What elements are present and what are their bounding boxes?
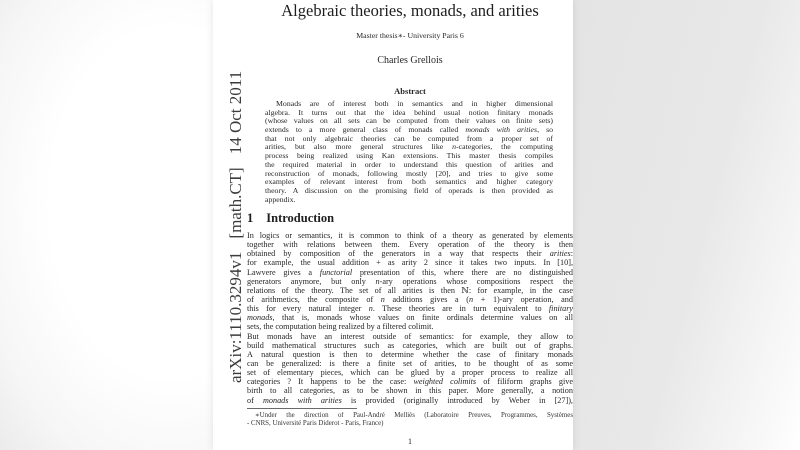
section-title: Introduction bbox=[266, 211, 335, 225]
text-line: Monads are of interest both in semantics and in higher dimensional bbox=[276, 100, 553, 108]
text-line: algebra. It turns out that the idea behind usual notion finitary monads bbox=[265, 108, 553, 117]
text-line: categories ? It happens to be the case: weighted colimits of filiform graphs give bbox=[247, 377, 573, 387]
text-line: set of elementary pieces, which can be glued by a proper process to realize all bbox=[247, 368, 573, 378]
background-left-gutter bbox=[0, 0, 213, 450]
text-line: appendix. bbox=[265, 195, 296, 204]
text-line: ∗Under the direction of Paul-André Melliès (Laboratoire Preuves, Programmes, Systèmes bbox=[255, 412, 573, 419]
text-line: (whose values on all sets can be computed from their values on finite sets) bbox=[265, 117, 553, 126]
text-line: reconstruction of monads, following mostly [20], and tries to give some bbox=[265, 169, 553, 178]
paper-subtitle: Master thesis∗- University Paris 6 bbox=[356, 31, 464, 40]
introduction-paragraph-2 bbox=[247, 332, 573, 405]
footnote-rule bbox=[247, 408, 357, 409]
background-right-gutter bbox=[573, 0, 800, 450]
text-line: for example, the usual addition + as arity 2 since it takes two inputs. In [10], bbox=[247, 258, 573, 268]
arxiv-category: [math.CT] bbox=[226, 167, 245, 239]
text-line: arities, but also more general structures like n-categories, the computing bbox=[265, 143, 553, 152]
introduction-text bbox=[247, 231, 573, 405]
text-line: obtained by composition of the generators in a way that respects their arities: bbox=[247, 249, 573, 259]
text-line: extends to a more general class of monads called monads with arities, so bbox=[265, 126, 553, 135]
section-heading-introduction bbox=[247, 211, 573, 226]
text-line: process being realized using Kan extensions. This master thesis compiles bbox=[265, 152, 553, 161]
page-number: 1 bbox=[408, 437, 412, 446]
arxiv-date: 14 Oct 2011 bbox=[226, 70, 245, 155]
paper-title: Algebraic theories, monads, and arities bbox=[281, 1, 539, 20]
introduction-paragraph-1 bbox=[247, 231, 573, 332]
text-line: theory. A discussion on the promising field of operads is then provided as bbox=[265, 186, 553, 195]
text-line: monads, that is, monads whose values on finite ordinals determine values on all bbox=[247, 313, 573, 323]
section-number: 1 bbox=[247, 211, 254, 225]
text-line: build mathematical structures such as categories, which are built out of graphs. bbox=[247, 340, 573, 350]
text-line: together with relations between them. Every operation of the theory is then bbox=[247, 240, 573, 250]
text-line: sets, the computation being realized by a filtered colimit. bbox=[247, 322, 434, 332]
text-line: In logics or semantics, it is common to think of a theory as generated by elements bbox=[247, 231, 573, 240]
text-line: Lawvere gives a functorial presentation of this, where there are no distinguished bbox=[247, 267, 573, 277]
abstract-text bbox=[265, 100, 553, 204]
text-line: relations of the theory. The set of all arities is then ℕ: for example, in the case bbox=[247, 285, 573, 295]
text-line: of arithmetics, the composite of n additions gives a (n + 1)-ary operation, and bbox=[247, 294, 573, 304]
text-line: generators anymore, but only n-ary operations whose compositions respect the bbox=[247, 276, 573, 286]
text-line: - CNRS, Université Paris Diderot - Paris, France) bbox=[247, 420, 384, 427]
text-line: the required material in order to understand this question of arities and bbox=[265, 160, 553, 169]
paper-author: Charles Grellois bbox=[377, 55, 443, 66]
abstract-heading: Abstract bbox=[394, 86, 426, 96]
text-line: But monads have an interest outside of semantics: for example, they allow to bbox=[247, 331, 573, 341]
text-line: A natural question is then to determine whether the case of finitary monads bbox=[247, 349, 573, 359]
text-line: can be generalized: is there a finite set of arities, to be thought of as some bbox=[247, 358, 573, 368]
text-line: this for every natural integer n. These theories are in turn equivalent to finitary bbox=[247, 304, 573, 314]
pdf-page bbox=[213, 0, 573, 450]
text-line: examples of relevant interest from both semantics and higher category bbox=[265, 178, 553, 187]
footnote-text bbox=[247, 412, 573, 428]
arxiv-watermark bbox=[226, 71, 246, 383]
arxiv-id: arXiv:1110.3294v1 bbox=[226, 251, 245, 383]
text-line: birth to all categories, as to be shown in this paper. More generally, a notion bbox=[247, 386, 573, 396]
text-line: of monads with arities is provided (originally introduced by Weber in [27]), bbox=[247, 395, 573, 405]
text-line: that not only algebraic theories can be computed from a proper set of bbox=[265, 134, 553, 143]
